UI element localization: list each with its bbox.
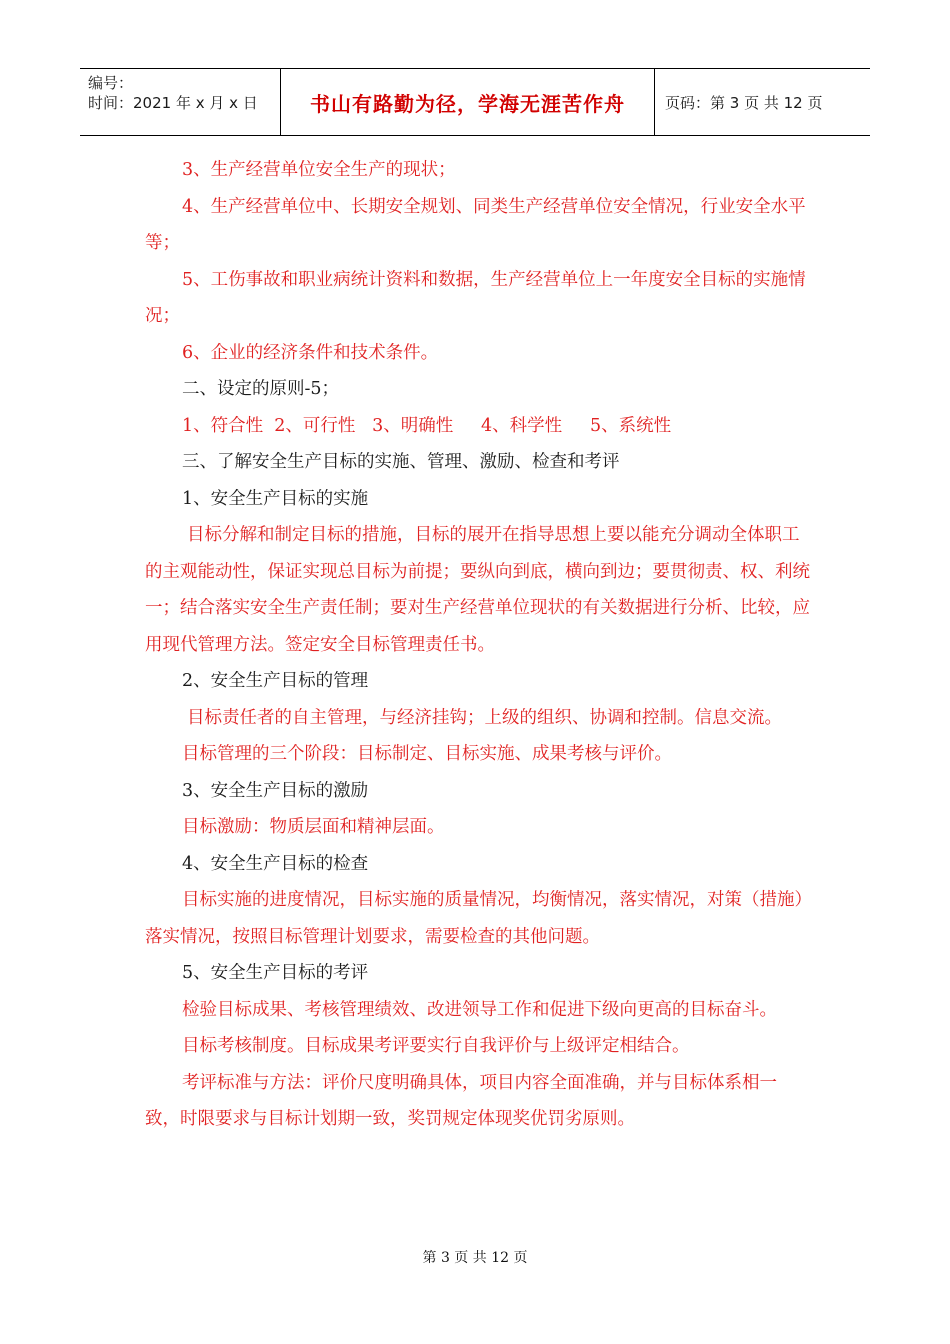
- document-date-label: 时间：2021 年 x 月 x 日: [88, 94, 258, 112]
- paragraph: 目标考核制度。目标成果考评要实行自我评价与上级评定相结合。: [182, 1036, 690, 1056]
- subsection-heading: 5、安全生产目标的考评: [182, 963, 369, 983]
- header-page-info-cell: [655, 69, 870, 135]
- subsection-heading: 2、安全生产目标的管理: [182, 671, 369, 691]
- header-motto-cell: [281, 69, 655, 135]
- paragraph: 4、生产经营单位中、长期安全规划、同类生产经营单位安全情况，行业安全水平等；: [145, 196, 806, 253]
- paragraph: 5、工伤事故和职业病统计资料和数据，生产经营单位上一年度安全目标的实施情况；: [145, 269, 806, 326]
- paragraph: 目标责任者的自主管理，与经济挂钩；上级的组织、协调和控制。信息交流。: [187, 707, 782, 728]
- principles-list: 1、符合性 2、可行性 3、明确性 4、科学性 5、系统性: [182, 415, 672, 436]
- header-motto: 书山有路勤为径，学海无涯苦作舟: [310, 91, 625, 116]
- footer-page-number: 第 3 页 共 12 页: [422, 1250, 528, 1266]
- subsection-heading: 4、安全生产目标的检查: [182, 853, 369, 874]
- paragraph: 目标实施的进度情况，目标实施的质量情况，均衡情况，落实情况，对策（措施）落实情况，按照目标管理计划要求，需要检查的其他问题。: [145, 890, 804, 947]
- page-header: [80, 68, 870, 136]
- document-number-label: 编号：: [88, 74, 134, 92]
- paragraph: 检验目标成果、考核管理绩效、改进领导工作和促进下级向更高的目标奋斗。: [182, 999, 777, 1020]
- subsection-heading: 1、安全生产目标的实施: [182, 488, 369, 509]
- header-meta: [80, 69, 281, 135]
- subsection-heading: 3、安全生产目标的激励: [182, 780, 369, 801]
- paragraph: 3、生产经营单位安全生产的现状；: [182, 160, 456, 180]
- paragraph: 考评标准与方法：评价尺度明确具体，项目内容全面准确，并与目标体系相一致，时限要求与目标计划期一致，奖罚规定体现奖优罚劣原则。: [145, 1072, 777, 1129]
- header-page-info: 页码：第 3 页 共 12 页: [665, 93, 823, 112]
- section-heading: 三、了解安全生产目标的实施、管理、激励、检查和考评: [182, 452, 620, 472]
- paragraph: 目标管理的三个阶段：目标制定、目标实施、成果考核与评价。: [182, 744, 672, 764]
- paragraph: 6、企业的经济条件和技术条件。: [182, 342, 439, 363]
- paragraph: 目标分解和制定目标的措施，目标的展开在指导思想上要以能充分调动全体职工的主观能动性，保证实现总目标为前提；要纵向到底，横向到边；要贯彻责、权、利统一；结合落实安全生产责任制；要对生产经营单位现状的有关数据进行分析、比较，应用现代管理方法。签定安全目标管理责任书。: [145, 525, 810, 655]
- page-footer: [0, 1247, 950, 1267]
- document-body: [145, 152, 810, 1138]
- paragraph: 目标激励：物质层面和精神层面。: [182, 817, 445, 837]
- section-heading: 二、设定的原则-5；: [182, 379, 340, 399]
